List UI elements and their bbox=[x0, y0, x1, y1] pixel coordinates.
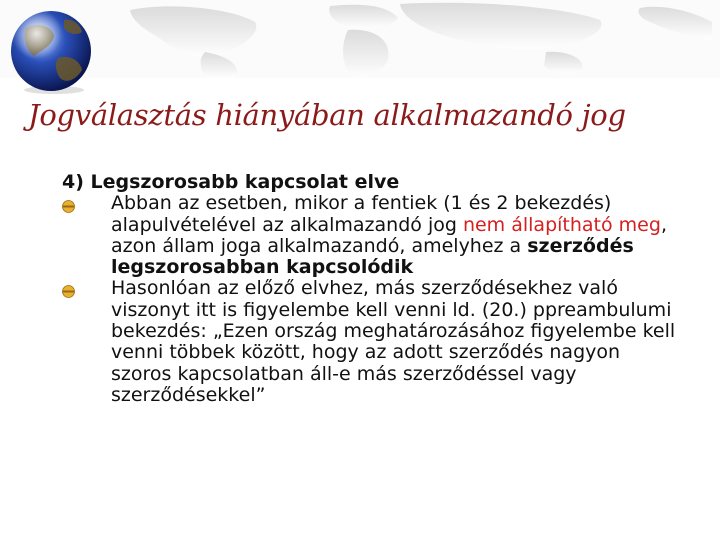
bullet-disc-icon bbox=[62, 197, 75, 210]
section-heading: 4) Legszorosabb kapcsolat elve bbox=[62, 171, 400, 193]
bullet-item-2 bbox=[62, 278, 682, 406]
bullet-1-text-middle: , azon állam joga alkalmazandó, amelyhez a bbox=[111, 213, 667, 257]
bullet-1-bold-emphasis: szerződés legszorosabban kapcsolódik bbox=[111, 234, 634, 279]
bullet-1-red-emphasis: nem állapítható meg bbox=[462, 213, 661, 236]
slide-title: Jogválasztás hiányában alkalmazandó jog bbox=[28, 98, 626, 132]
world-map-watermark bbox=[0, 0, 720, 78]
bullet-1-text-start: Abban az esetben, mikor a fentiek (1 és 2 bekezdés) alapulvételével az alkalmazandó jog bbox=[111, 192, 612, 236]
bullet-item-1 bbox=[62, 193, 682, 278]
globe-icon bbox=[6, 6, 96, 96]
bullet-2-text: Hasonlóan az előző elvhez, más szerződésekhez való viszonyt itt is figyelembe kell venni ld. (20.) ppreambulumi bekezdés: „Ezen ország meghatározásához figyelembe kell venni többek között, hogy az adott szerződés nagyon szoros kapcsolatban áll-e más szerződéssel vagy szerződésekkel” bbox=[111, 277, 676, 406]
slide-content bbox=[62, 172, 682, 406]
header-world-map-band bbox=[0, 0, 720, 78]
bullet-disc-icon bbox=[62, 282, 75, 295]
